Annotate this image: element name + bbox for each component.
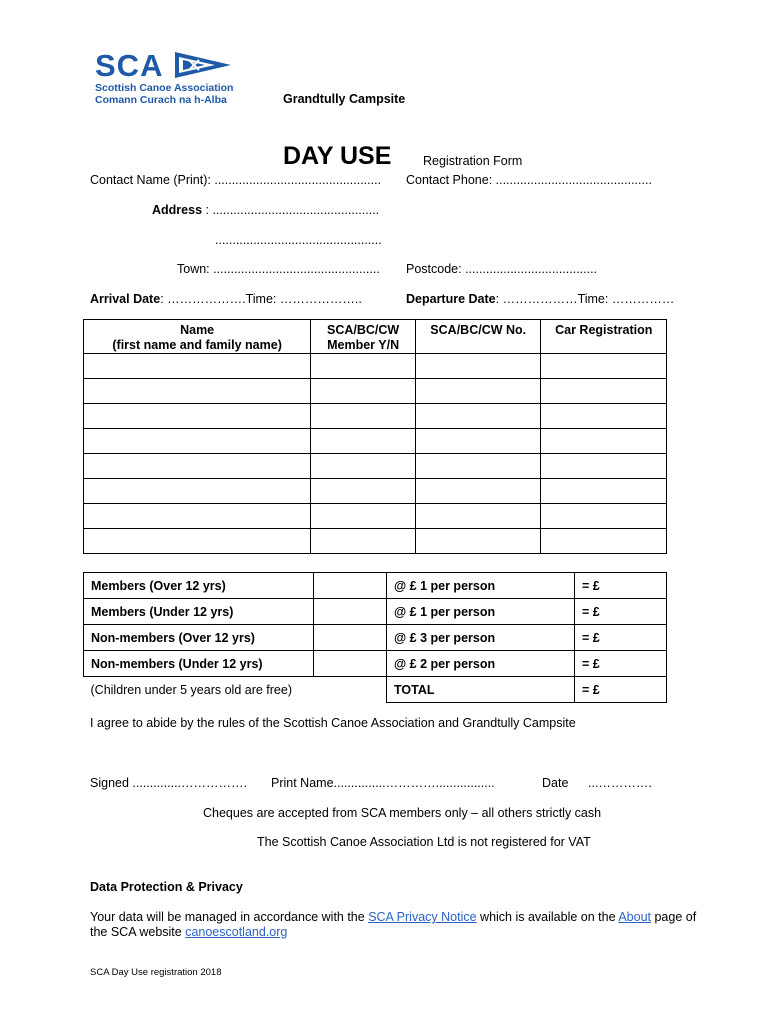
- privacy-text: page of: [651, 910, 697, 924]
- grand-total[interactable]: = £: [575, 677, 667, 703]
- address-label: Address: [152, 203, 203, 217]
- cell-car[interactable]: [541, 529, 667, 554]
- departure-field[interactable]: [406, 292, 674, 306]
- website-link[interactable]: canoescotland.org: [185, 925, 288, 939]
- cell-number[interactable]: [415, 379, 541, 404]
- privacy-text: Your data will be managed in accordance with the: [90, 910, 369, 924]
- table-row[interactable]: [84, 454, 667, 479]
- print-name-field[interactable]: Print Name...............………….................: [271, 776, 495, 790]
- members-table: [83, 319, 667, 554]
- cell-name[interactable]: [84, 454, 311, 479]
- privacy-line1: [90, 910, 696, 924]
- cell-name[interactable]: [84, 529, 311, 554]
- contact-phone-field[interactable]: Contact Phone: .............................................: [406, 173, 652, 187]
- arrival-field[interactable]: [90, 292, 362, 306]
- fee-label: Members (Under 12 yrs): [84, 599, 314, 625]
- cell-car[interactable]: [541, 429, 667, 454]
- signed-field[interactable]: Signed ..............…………….: [90, 776, 247, 790]
- fee-rate: @ £ 2 per person: [387, 651, 575, 677]
- fee-count-cell[interactable]: [314, 651, 387, 677]
- footer-text: SCA Day Use registration 2018: [90, 967, 222, 978]
- privacy-line2: [90, 925, 287, 939]
- header-name: Name (first name and family name): [84, 320, 311, 354]
- cell-car[interactable]: [541, 479, 667, 504]
- cell-member[interactable]: [311, 454, 416, 479]
- fee-count-cell[interactable]: [314, 599, 387, 625]
- cell-name[interactable]: [84, 379, 311, 404]
- cell-name[interactable]: [84, 404, 311, 429]
- table-row[interactable]: [84, 479, 667, 504]
- address-line1: : ................................................: [202, 203, 380, 217]
- town-field[interactable]: Town: ................................................: [177, 262, 380, 276]
- members-header-row: [84, 320, 667, 354]
- fee-label: Non-members (Over 12 yrs): [84, 625, 314, 651]
- fee-count-cell[interactable]: [314, 625, 387, 651]
- cell-number[interactable]: [415, 404, 541, 429]
- flag-logo-icon: [175, 50, 231, 80]
- logo-line1: Scottish Canoe Association: [95, 82, 234, 94]
- fees-table: [83, 572, 667, 703]
- about-link[interactable]: About: [618, 910, 651, 924]
- privacy-text: which is available on the: [476, 910, 619, 924]
- table-row[interactable]: [84, 354, 667, 379]
- fee-count-cell[interactable]: [314, 573, 387, 599]
- fee-total[interactable]: = £: [575, 651, 667, 677]
- cell-name[interactable]: [84, 504, 311, 529]
- date-field[interactable]: ...………….: [588, 776, 652, 790]
- cell-car[interactable]: [541, 454, 667, 479]
- cell-member[interactable]: [311, 529, 416, 554]
- fee-rate: @ £ 1 per person: [387, 599, 575, 625]
- cell-member[interactable]: [311, 379, 416, 404]
- form-subtitle: Registration Form: [423, 154, 523, 168]
- cell-member[interactable]: [311, 479, 416, 504]
- fee-rate: @ £ 3 per person: [387, 625, 575, 651]
- fee-row: [84, 599, 667, 625]
- fee-row: [84, 651, 667, 677]
- logo-abbr: SCA: [95, 48, 164, 83]
- privacy-text: the SCA website: [90, 925, 186, 939]
- cell-member[interactable]: [311, 504, 416, 529]
- privacy-notice-link[interactable]: SCA Privacy Notice: [368, 910, 477, 924]
- address-line2-field[interactable]: ................................................: [215, 233, 382, 247]
- logo-line2: Comann Curach na h-Alba: [95, 94, 227, 106]
- fee-total-row: [84, 677, 667, 703]
- fee-rate: @ £ 1 per person: [387, 573, 575, 599]
- fee-row: [84, 573, 667, 599]
- table-row[interactable]: [84, 429, 667, 454]
- cell-number[interactable]: [415, 429, 541, 454]
- arrival-label: Arrival Date: [90, 292, 161, 306]
- cell-number[interactable]: [415, 354, 541, 379]
- header-member: SCA/BC/CW Member Y/N: [311, 320, 416, 354]
- header-number: SCA/BC/CW No.: [415, 320, 541, 354]
- agreement-text: I agree to abide by the rules of the Scottish Canoe Association and Grandtully Campsite: [90, 716, 576, 730]
- cell-number[interactable]: [415, 504, 541, 529]
- cell-car[interactable]: [541, 354, 667, 379]
- cell-car[interactable]: [541, 379, 667, 404]
- vat-note: The Scottish Canoe Association Ltd is not registered for VAT: [257, 835, 591, 849]
- date-label: Date: [542, 776, 569, 790]
- cell-name[interactable]: [84, 479, 311, 504]
- cell-member[interactable]: [311, 354, 416, 379]
- site-title: Grandtully Campsite: [283, 92, 406, 106]
- cell-car[interactable]: [541, 504, 667, 529]
- cell-member[interactable]: [311, 404, 416, 429]
- table-row[interactable]: [84, 504, 667, 529]
- cell-member[interactable]: [311, 429, 416, 454]
- cell-name[interactable]: [84, 354, 311, 379]
- privacy-heading: Data Protection & Privacy: [90, 880, 243, 894]
- postcode-field[interactable]: Postcode: ......................................: [406, 262, 598, 276]
- cell-name[interactable]: [84, 429, 311, 454]
- fee-label: Non-members (Under 12 yrs): [84, 651, 314, 677]
- total-label: TOTAL: [387, 677, 575, 703]
- contact-name-field[interactable]: Contact Name (Print): ................................................: [90, 173, 382, 187]
- departure-rest: : ………………Time: ……………: [495, 292, 675, 306]
- cell-number[interactable]: [415, 454, 541, 479]
- table-row[interactable]: [84, 379, 667, 404]
- fee-label: Members (Over 12 yrs): [84, 573, 314, 599]
- children-note: (Children under 5 years old are free): [84, 677, 314, 703]
- cell-car[interactable]: [541, 404, 667, 429]
- cell-number[interactable]: [415, 529, 541, 554]
- table-row[interactable]: [84, 529, 667, 554]
- table-row[interactable]: [84, 404, 667, 429]
- fee-total[interactable]: = £: [575, 625, 667, 651]
- header-car: Car Registration: [541, 320, 667, 354]
- fee-total[interactable]: = £: [575, 573, 667, 599]
- fee-row: [84, 625, 667, 651]
- arrival-rest: : ……………….Time: ………………..: [160, 292, 362, 306]
- address-field[interactable]: [152, 203, 379, 217]
- cell-number[interactable]: [415, 479, 541, 504]
- cheques-note: Cheques are accepted from SCA members only – all others strictly cash: [203, 806, 602, 820]
- form-title: DAY USE: [283, 142, 392, 170]
- departure-label: Departure Date: [406, 292, 496, 306]
- fee-total[interactable]: = £: [575, 599, 667, 625]
